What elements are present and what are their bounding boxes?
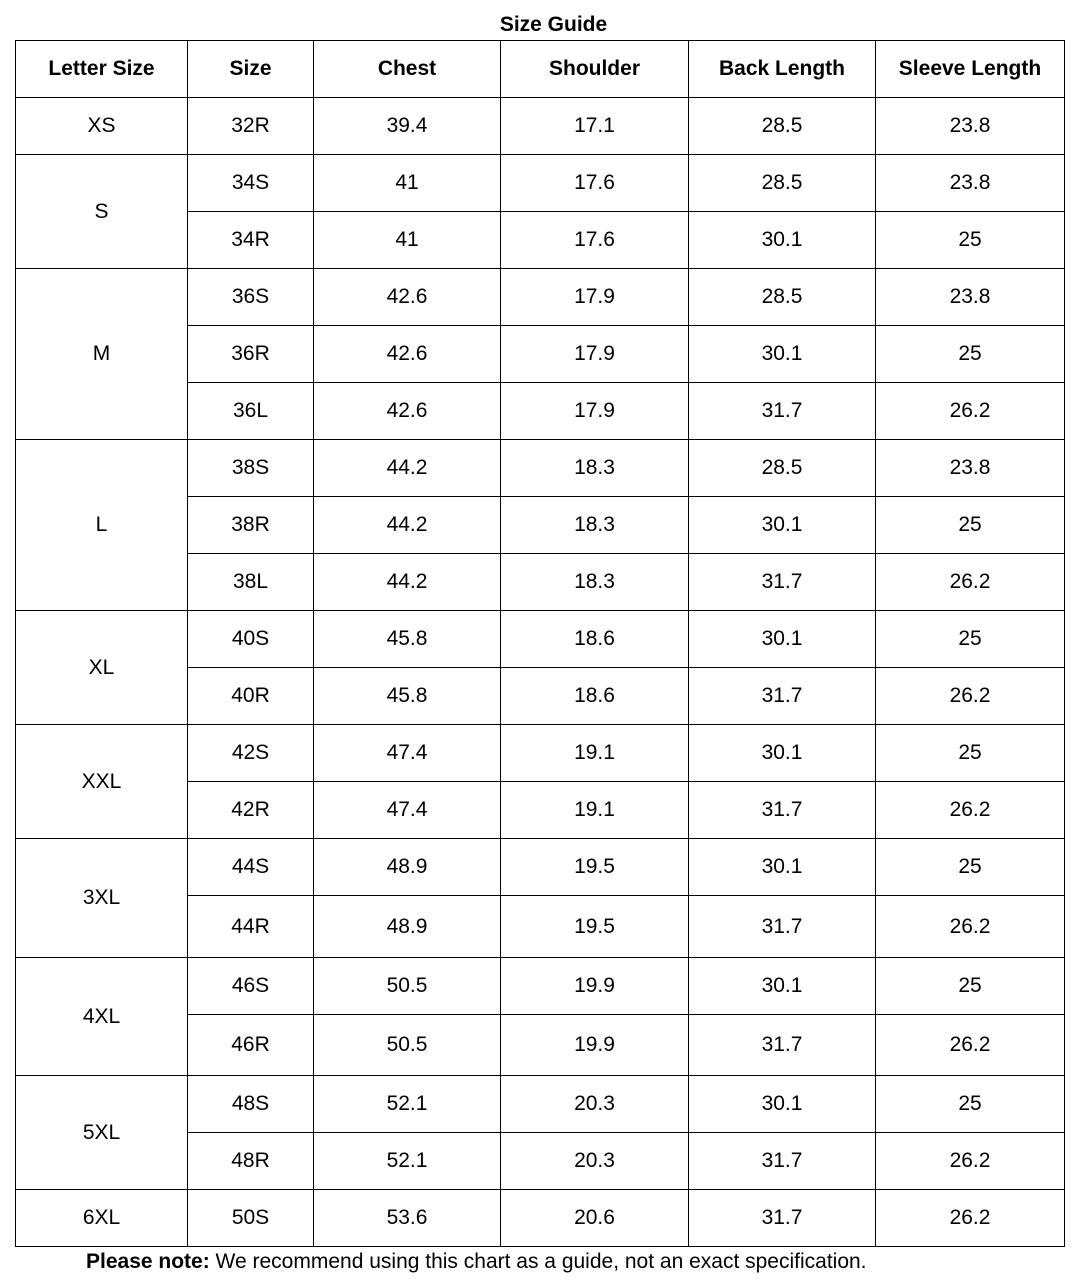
header-sleeve-length: Sleeve Length (876, 41, 1065, 98)
table-row (16, 98, 1065, 155)
footnote (86, 1249, 867, 1275)
cell-size: 46S (188, 958, 314, 1015)
cell-sleeve-length: 26.2 (876, 1015, 1065, 1076)
cell-back-length: 30.1 (689, 958, 876, 1015)
cell-shoulder: 19.1 (501, 725, 689, 782)
cell-chest: 42.6 (314, 269, 501, 326)
cell-size: 36R (188, 326, 314, 383)
cell-shoulder: 18.3 (501, 497, 689, 554)
cell-back-length: 31.7 (689, 383, 876, 440)
table-row (16, 155, 1065, 212)
cell-back-length: 28.5 (689, 155, 876, 212)
cell-size: 36S (188, 269, 314, 326)
cell-shoulder: 18.6 (501, 611, 689, 668)
cell-size: 42R (188, 782, 314, 839)
cell-sleeve-length: 25 (876, 497, 1065, 554)
table-row (16, 1190, 1065, 1247)
cell-letter-size: 4XL (16, 958, 188, 1076)
cell-sleeve-length: 25 (876, 611, 1065, 668)
cell-letter-size: S (16, 155, 188, 269)
cell-back-length: 31.7 (689, 1133, 876, 1190)
cell-chest: 44.2 (314, 440, 501, 497)
cell-shoulder: 17.9 (501, 326, 689, 383)
cell-chest: 39.4 (314, 98, 501, 155)
cell-shoulder: 18.3 (501, 440, 689, 497)
cell-size: 48R (188, 1133, 314, 1190)
cell-size: 42S (188, 725, 314, 782)
cell-sleeve-length: 26.2 (876, 782, 1065, 839)
cell-sleeve-length: 23.8 (876, 269, 1065, 326)
table-row (16, 725, 1065, 782)
table-row (16, 1076, 1065, 1133)
cell-back-length: 28.5 (689, 269, 876, 326)
cell-shoulder: 17.1 (501, 98, 689, 155)
cell-back-length: 31.7 (689, 896, 876, 958)
cell-size: 38R (188, 497, 314, 554)
header-shoulder: Shoulder (501, 41, 689, 98)
cell-back-length: 30.1 (689, 839, 876, 896)
cell-size: 44S (188, 839, 314, 896)
cell-sleeve-length: 23.8 (876, 440, 1065, 497)
footnote-text: We recommend using this chart as a guide, not an exact specification. (209, 1250, 867, 1273)
header-chest: Chest (314, 41, 501, 98)
cell-chest: 42.6 (314, 326, 501, 383)
cell-shoulder: 20.3 (501, 1076, 689, 1133)
cell-chest: 45.8 (314, 668, 501, 725)
cell-size: 38S (188, 440, 314, 497)
cell-letter-size: XL (16, 611, 188, 725)
cell-size: 32R (188, 98, 314, 155)
cell-sleeve-length: 26.2 (876, 668, 1065, 725)
cell-shoulder: 19.5 (501, 839, 689, 896)
table-row (16, 958, 1065, 1015)
cell-size: 40S (188, 611, 314, 668)
cell-chest: 47.4 (314, 782, 501, 839)
cell-sleeve-length: 23.8 (876, 98, 1065, 155)
cell-letter-size: L (16, 440, 188, 611)
header-letter-size: Letter Size (16, 41, 188, 98)
cell-shoulder: 17.9 (501, 383, 689, 440)
header-row (16, 41, 1065, 98)
cell-shoulder: 19.9 (501, 1015, 689, 1076)
cell-chest: 45.8 (314, 611, 501, 668)
cell-back-length: 31.7 (689, 1015, 876, 1076)
cell-chest: 52.1 (314, 1133, 501, 1190)
cell-size: 46R (188, 1015, 314, 1076)
cell-letter-size: XXL (16, 725, 188, 839)
cell-size: 48S (188, 1076, 314, 1133)
table-row (16, 839, 1065, 896)
cell-back-length: 30.1 (689, 611, 876, 668)
cell-back-length: 31.7 (689, 554, 876, 611)
cell-sleeve-length: 23.8 (876, 155, 1065, 212)
cell-chest: 48.9 (314, 896, 501, 958)
table-body (16, 98, 1065, 1247)
cell-back-length: 28.5 (689, 440, 876, 497)
cell-back-length: 30.1 (689, 1076, 876, 1133)
cell-back-length: 30.1 (689, 212, 876, 269)
cell-letter-size: XS (16, 98, 188, 155)
cell-sleeve-length: 25 (876, 212, 1065, 269)
size-guide-table (15, 40, 1065, 1247)
cell-letter-size: 5XL (16, 1076, 188, 1190)
cell-shoulder: 19.1 (501, 782, 689, 839)
cell-size: 34R (188, 212, 314, 269)
cell-chest: 48.9 (314, 839, 501, 896)
cell-back-length: 31.7 (689, 668, 876, 725)
cell-shoulder: 19.9 (501, 958, 689, 1015)
cell-shoulder: 17.6 (501, 212, 689, 269)
cell-letter-size: M (16, 269, 188, 440)
header-back-length: Back Length (689, 41, 876, 98)
cell-chest: 53.6 (314, 1190, 501, 1247)
page-title: Size Guide (499, 13, 608, 36)
cell-back-length: 28.5 (689, 98, 876, 155)
cell-sleeve-length: 26.2 (876, 896, 1065, 958)
cell-sleeve-length: 25 (876, 839, 1065, 896)
table-row (16, 269, 1065, 326)
table-row (16, 611, 1065, 668)
cell-sleeve-length: 26.2 (876, 554, 1065, 611)
cell-sleeve-length: 25 (876, 1076, 1065, 1133)
cell-shoulder: 20.6 (501, 1190, 689, 1247)
cell-shoulder: 18.3 (501, 554, 689, 611)
cell-chest: 41 (314, 212, 501, 269)
cell-chest: 42.6 (314, 383, 501, 440)
cell-size: 34S (188, 155, 314, 212)
cell-size: 38L (188, 554, 314, 611)
cell-back-length: 30.1 (689, 725, 876, 782)
cell-size: 50S (188, 1190, 314, 1247)
footnote-label: Please note: (86, 1250, 210, 1273)
cell-shoulder: 17.6 (501, 155, 689, 212)
cell-size: 36L (188, 383, 314, 440)
cell-shoulder: 20.3 (501, 1133, 689, 1190)
cell-chest: 41 (314, 155, 501, 212)
cell-sleeve-length: 25 (876, 958, 1065, 1015)
cell-chest: 52.1 (314, 1076, 501, 1133)
cell-chest: 50.5 (314, 958, 501, 1015)
cell-size: 40R (188, 668, 314, 725)
cell-letter-size: 3XL (16, 839, 188, 958)
cell-size: 44R (188, 896, 314, 958)
cell-shoulder: 19.5 (501, 896, 689, 958)
cell-sleeve-length: 26.2 (876, 1190, 1065, 1247)
cell-back-length: 30.1 (689, 326, 876, 383)
cell-back-length: 30.1 (689, 497, 876, 554)
cell-sleeve-length: 25 (876, 725, 1065, 782)
cell-chest: 44.2 (314, 554, 501, 611)
table-row (16, 440, 1065, 497)
cell-sleeve-length: 25 (876, 326, 1065, 383)
cell-sleeve-length: 26.2 (876, 1133, 1065, 1190)
cell-letter-size: 6XL (16, 1190, 188, 1247)
cell-shoulder: 18.6 (501, 668, 689, 725)
header-size: Size (188, 41, 314, 98)
cell-back-length: 31.7 (689, 782, 876, 839)
cell-chest: 47.4 (314, 725, 501, 782)
cell-shoulder: 17.9 (501, 269, 689, 326)
cell-back-length: 31.7 (689, 1190, 876, 1247)
cell-chest: 50.5 (314, 1015, 501, 1076)
cell-sleeve-length: 26.2 (876, 383, 1065, 440)
cell-chest: 44.2 (314, 497, 501, 554)
